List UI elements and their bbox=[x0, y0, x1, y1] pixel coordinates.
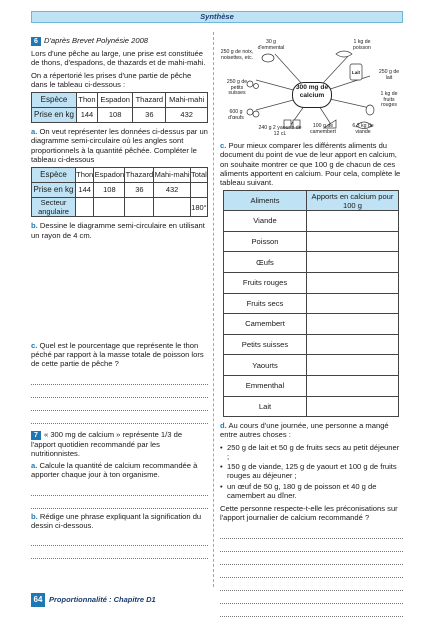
right-column bbox=[220, 40, 403, 617]
table-cell: Mahi-mahi bbox=[166, 93, 208, 108]
question-6a bbox=[31, 127, 208, 164]
chapter-title: Proportionnalité : Chapitre D1 bbox=[49, 595, 156, 604]
table-row-label: Prise en kg bbox=[32, 183, 76, 198]
food-cell: Fruits secs bbox=[224, 293, 307, 314]
food-cell: Fruits rouges bbox=[224, 273, 307, 294]
answer-cell[interactable] bbox=[307, 293, 399, 314]
section-banner: Synthèse bbox=[31, 11, 403, 23]
list-item: • 250 g de lait et 50 g de fruits secs au petit déjeuner ; bbox=[220, 443, 403, 462]
answer-cell[interactable] bbox=[307, 273, 399, 294]
answer-cell[interactable] bbox=[307, 396, 399, 417]
table-cell[interactable] bbox=[94, 198, 125, 217]
angle-table bbox=[31, 167, 208, 217]
table-row bbox=[224, 314, 399, 335]
table-row bbox=[224, 293, 399, 314]
table-row bbox=[224, 231, 399, 252]
table-cell: Thazard bbox=[133, 93, 166, 108]
answer-lines[interactable] bbox=[31, 483, 208, 509]
table-row bbox=[224, 252, 399, 273]
answer-line[interactable] bbox=[31, 398, 208, 411]
question-label: c. bbox=[220, 141, 227, 150]
table-row-label: Espèce bbox=[32, 93, 77, 108]
figure-label: 1 kg de fruits rouges bbox=[380, 91, 398, 109]
answer-cell[interactable] bbox=[307, 334, 399, 355]
question-6b bbox=[31, 221, 208, 240]
answer-line[interactable] bbox=[220, 526, 403, 539]
question-label: b. bbox=[31, 221, 38, 231]
table-cell: Total bbox=[190, 168, 207, 183]
table-cell[interactable] bbox=[76, 198, 94, 217]
catch-table bbox=[31, 92, 208, 123]
table-row-label: Secteur angulaire bbox=[32, 198, 76, 217]
exercise-number-badge: 7 bbox=[31, 431, 41, 440]
question-label: c. bbox=[31, 340, 38, 350]
table-cell: 180° bbox=[190, 198, 207, 217]
question-text: Calcule la quantité de calcium recommandée à apporter chaque jour à ton organisme. bbox=[31, 461, 198, 480]
question-text: Pour mieux comparer les différents aliments du document du point de vue de leur apport en calcium, on souhaite montrer ce que 100 g de chacun de ces aliments apportent en calcium. Pour cela, complète le tableau suivant. bbox=[220, 141, 401, 187]
table-cell: 432 bbox=[154, 183, 191, 198]
answer-lines[interactable] bbox=[31, 372, 208, 424]
answer-line[interactable] bbox=[31, 483, 208, 496]
answer-line[interactable] bbox=[31, 496, 208, 509]
figure-label: 250 g de lait bbox=[378, 69, 400, 81]
calcium-figure bbox=[220, 40, 403, 138]
question-text: Quel est le pourcentage que représente le thon péché par rapport à la masse totale de poisson lors de cette partie de pêche ? bbox=[31, 340, 204, 369]
answer-line[interactable] bbox=[31, 533, 208, 546]
column-divider bbox=[213, 32, 214, 587]
answer-cell[interactable] bbox=[307, 314, 399, 335]
table-cell: Espadon bbox=[97, 93, 132, 108]
exercise-intro-text: « 300 mg de calcium » représente 1/3 de l'apport quotidien recommandé par les nutritionnistes. bbox=[31, 429, 183, 458]
page-number: 64 bbox=[31, 593, 45, 607]
question-label: a. bbox=[31, 127, 38, 136]
figure-label: 1 kg de poisson bbox=[353, 39, 371, 51]
answer-cell[interactable] bbox=[307, 376, 399, 397]
figure-label: 30 g d'emmental bbox=[257, 39, 285, 51]
table-cell: Thon bbox=[76, 168, 94, 183]
answer-line[interactable] bbox=[220, 552, 403, 565]
exercise-7-intro bbox=[31, 430, 208, 459]
table-cell: 144 bbox=[76, 183, 94, 198]
question-label: a. bbox=[31, 461, 38, 471]
table-row bbox=[224, 273, 399, 294]
table-cell: 108 bbox=[97, 108, 132, 123]
answer-line[interactable] bbox=[31, 411, 208, 424]
answer-cell[interactable] bbox=[307, 211, 399, 232]
exercise-source: D'après Brevet Polynésie 2008 bbox=[44, 36, 149, 45]
exercise-number-badge: 6 bbox=[31, 37, 41, 46]
table-cell: Thon bbox=[77, 93, 98, 108]
table-header: Apports en calcium pour 100 g bbox=[307, 191, 399, 211]
figure-center-label: 300 mg de calcium bbox=[292, 82, 332, 108]
table-header: Aliments bbox=[224, 191, 307, 211]
answer-lines[interactable] bbox=[31, 533, 208, 559]
answer-line[interactable] bbox=[220, 578, 403, 591]
table-row bbox=[224, 355, 399, 376]
answer-cell[interactable] bbox=[307, 355, 399, 376]
table-cell bbox=[190, 183, 207, 198]
table-cell: 36 bbox=[133, 108, 166, 123]
figure-label: 250 g de noix, noisettes, etc. bbox=[220, 49, 254, 61]
table-cell: 36 bbox=[125, 183, 154, 198]
table-cell: Espadon bbox=[94, 168, 125, 183]
page-footer bbox=[31, 593, 403, 607]
table-cell: Mahi-mahi bbox=[154, 168, 191, 183]
question-label: d. bbox=[220, 421, 227, 431]
table-row bbox=[224, 334, 399, 355]
answer-cell[interactable] bbox=[307, 252, 399, 273]
food-cell: Poisson bbox=[224, 231, 307, 252]
question-text: Dessine le diagramme semi-circulaire en utilisant un rayon de 4 cm. bbox=[31, 221, 205, 240]
question-text: Rédige une phrase expliquant la signification du dessin ci-dessous. bbox=[31, 511, 202, 530]
list-item: • 150 g de viande, 125 g de yaourt et 100 g de fruits rouges au déjeuner ; bbox=[220, 462, 403, 481]
food-cell: Yaourts bbox=[224, 355, 307, 376]
table-row-label: Prise en kg bbox=[32, 108, 77, 123]
figure-label: 240 g 2 yaourts de 12 cL bbox=[258, 125, 302, 137]
answer-line[interactable] bbox=[31, 546, 208, 559]
figure-label: 100 g de camembert bbox=[310, 123, 336, 135]
milk-carton-label: Lait bbox=[351, 70, 361, 75]
exercise-6-intro2: On a répertorié les prises d'une partie de pêche dans le tableau ci-dessous : bbox=[31, 70, 192, 89]
drawing-area[interactable] bbox=[31, 243, 208, 341]
food-cell: Lait bbox=[224, 396, 307, 417]
food-cell: Viande bbox=[224, 211, 307, 232]
table-row bbox=[224, 376, 399, 397]
exercise-6-intro: Lors d'une pêche au large, une prise est constituée de thons, d'espadons, de thazards et de mahi-mahi. bbox=[31, 49, 206, 68]
table-cell[interactable] bbox=[125, 198, 154, 217]
exercise-6-header bbox=[31, 36, 208, 46]
table-cell: 432 bbox=[166, 108, 208, 123]
figure-label: 600 g d'œufs bbox=[228, 109, 244, 121]
answer-line[interactable] bbox=[31, 372, 208, 385]
question-label: b. bbox=[31, 511, 38, 521]
food-cell: Camembert bbox=[224, 314, 307, 335]
question-7c bbox=[220, 141, 403, 187]
table-row bbox=[224, 396, 399, 417]
answer-line[interactable] bbox=[31, 385, 208, 398]
table-cell: 144 bbox=[77, 108, 98, 123]
figure-label: 6,3 kg de viande bbox=[352, 123, 374, 135]
left-column bbox=[31, 36, 208, 559]
figure-label: 250 g de petits suisses bbox=[226, 79, 248, 97]
answer-line[interactable] bbox=[220, 539, 403, 552]
question-6c bbox=[31, 341, 208, 369]
table-row bbox=[224, 211, 399, 232]
question-text: On veut représenter les données ci-dessus par un diagramme semi-circulaire où les angles sont proportionnels à la quantité pêchée. Compléter le tableau ci-dessous bbox=[31, 127, 208, 164]
question-7d bbox=[220, 421, 403, 440]
table-cell: 108 bbox=[94, 183, 125, 198]
food-cell: Emmenthal bbox=[224, 376, 307, 397]
table-cell: Thazard bbox=[125, 168, 154, 183]
table-cell[interactable] bbox=[154, 198, 191, 217]
question-7d-final: Cette personne respecte-t-elle les préconisations sur l'apport journalier de calcium recommandé ? bbox=[220, 504, 398, 523]
food-cell: Œufs bbox=[224, 252, 307, 273]
meal-list bbox=[220, 443, 403, 501]
question-7a bbox=[31, 461, 208, 480]
question-7b bbox=[31, 512, 208, 531]
list-item: • un œuf de 50 g, 180 g de poisson et 40 g de camembert au dîner. bbox=[220, 482, 403, 501]
table-row-label: Espèce bbox=[32, 168, 76, 183]
calcium-table bbox=[223, 190, 399, 417]
food-cell: Petits suisses bbox=[224, 334, 307, 355]
question-text: Au cours d'une journée, une personne a mangé entre autres choses : bbox=[220, 421, 389, 440]
answer-cell[interactable] bbox=[307, 231, 399, 252]
answer-line[interactable] bbox=[220, 565, 403, 578]
